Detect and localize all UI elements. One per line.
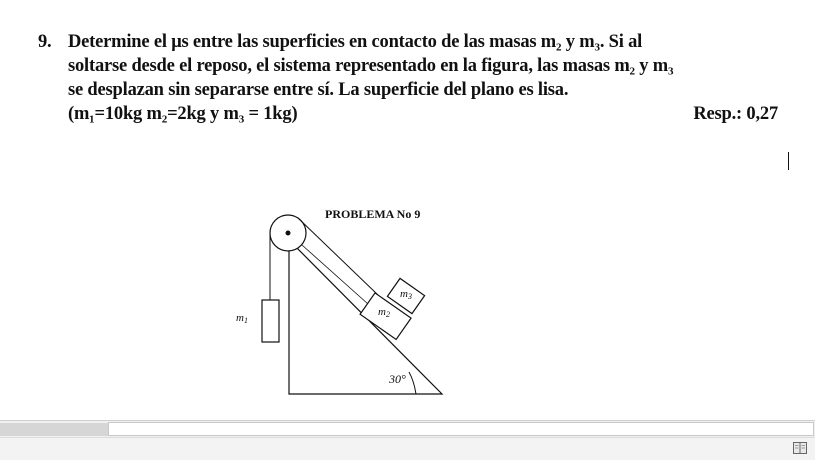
label-m3-sub: 3: [407, 292, 412, 301]
status-bar: [0, 437, 815, 460]
horizontal-scrollbar[interactable]: [0, 420, 815, 438]
scrollbar-track[interactable]: [108, 422, 814, 436]
label-m2-letter: m: [378, 306, 386, 318]
problem-statement: [38, 30, 778, 126]
problem-text-line-1: Determine el μs entre las superficies en contacto de las masas m₂ y m₃. Si al: [68, 32, 643, 52]
figure-title: PROBLEMA No 9: [325, 207, 421, 221]
label-m1-sub: 1: [243, 316, 248, 325]
pulley-axle: [286, 231, 291, 236]
text-cursor: [788, 152, 789, 170]
problem-text-line-2: soltarse desde el reposo, el sistema representado en la figura, las masas m₂ y m₃: [68, 56, 674, 76]
problem-line-1: [38, 30, 778, 54]
problem-answer: Resp.: 0,27: [693, 104, 778, 124]
physics-figure: [230, 200, 460, 400]
label-m1: [236, 312, 248, 325]
book-icon[interactable]: [793, 442, 807, 454]
problem-line-4: [38, 102, 778, 126]
label-m3-letter: m: [400, 288, 408, 300]
scrollbar-thumb[interactable]: [0, 423, 108, 436]
mass-m1-block: [262, 300, 279, 342]
label-m2-sub: 2: [385, 310, 390, 319]
rope-incline: [298, 218, 378, 295]
angle-arc: [409, 372, 416, 394]
problem-number: 9.: [38, 32, 52, 52]
label-m2: [378, 306, 390, 319]
problem-text-line-3: se desplazan sin separarse entre sí. La superficie del plano es lisa.: [68, 80, 569, 100]
label-m3: [400, 288, 412, 301]
label-m1-letter: m: [236, 312, 244, 324]
label-angle: 30°: [389, 372, 406, 386]
problem-givens: (m₁=10kg m₂=2kg y m₃ = 1kg): [68, 104, 298, 124]
